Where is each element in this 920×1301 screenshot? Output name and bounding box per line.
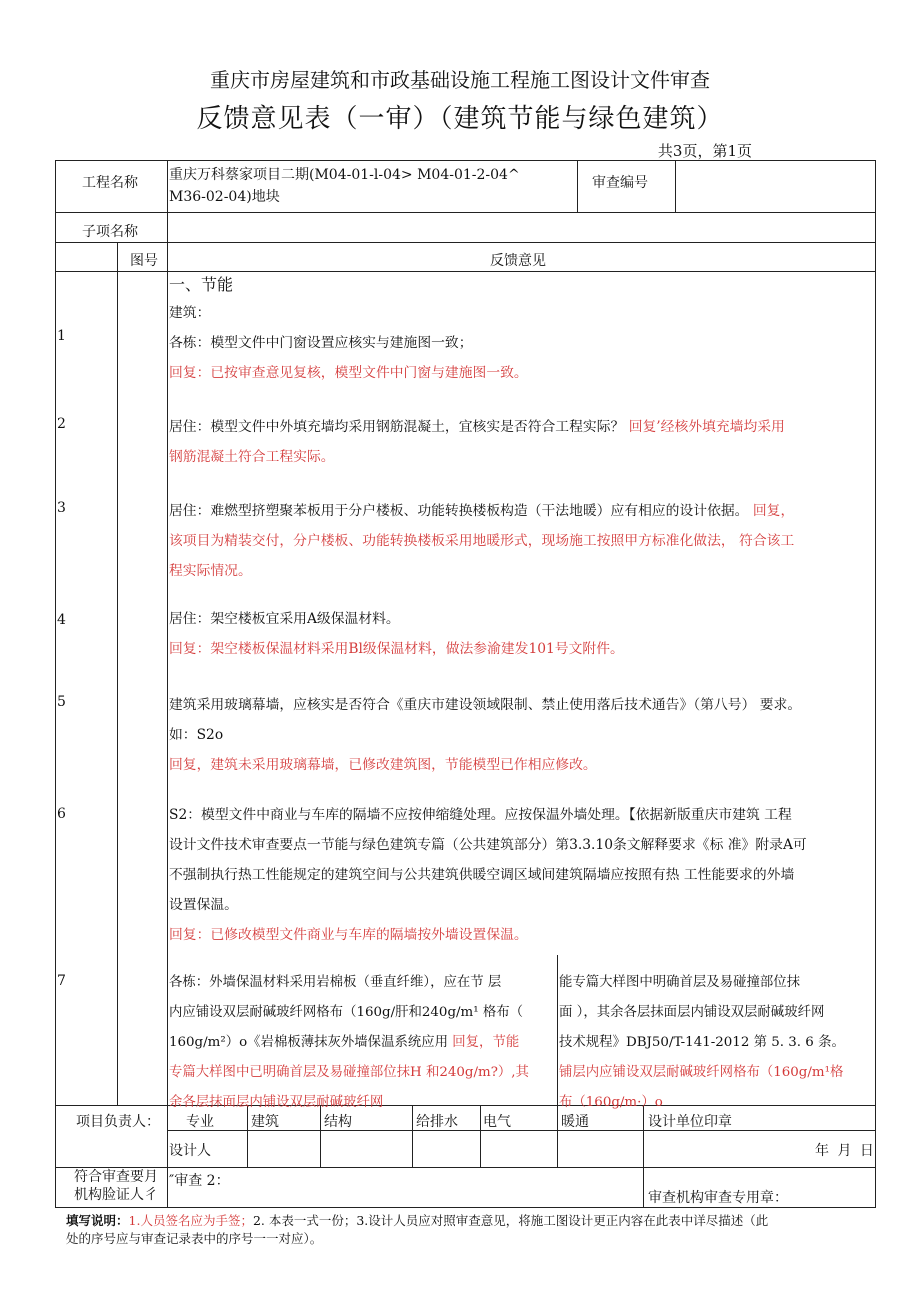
feedback-item-3 xyxy=(169,496,875,586)
reply-line: 铺层内应铺设双层耐碱玻纤网格布（160g/m¹格 xyxy=(559,1065,844,1080)
form-title: 反馈意见表（一审）（建筑节能与绿色建筑） xyxy=(196,104,724,134)
reply-line: 该项目为精装交付，分户楼板、功能转换楼板采用地暖形式，现场施工按照甲方标准化做法， 符合该工 xyxy=(169,533,795,549)
verification-label: 符合审查要月 机构脸证人彳 xyxy=(74,1169,158,1203)
reply-line: 回复’经核外填充墙均采用 xyxy=(628,419,785,435)
drawing-no-header: 图号 xyxy=(130,253,158,269)
feedback-line: 如：S2o xyxy=(169,727,224,743)
reply-line: 回复， xyxy=(752,503,795,519)
feedback-item-6 xyxy=(169,800,875,950)
feedback-item-7-right xyxy=(559,968,875,1118)
feedback-line: 各栋：模型文件中门窗设置应核实与建施图一致； xyxy=(169,335,473,351)
feedback-line: 设置保温。 xyxy=(169,897,238,913)
specialty-electrical: 电气 xyxy=(483,1114,511,1130)
feedback-line: 160g/m²）o《岩棉板薄抹灰外墙保温系统应用 xyxy=(169,1035,453,1050)
item-number: 2 xyxy=(57,416,66,432)
feedback-line: 能专篇大样图中明确首层及易碰撞部位抹 xyxy=(559,975,801,990)
feedback-item-1 xyxy=(169,298,875,388)
feedback-line: 居住：模型文件中外填充墙均采用钢筋混凝土，宜核实是否符合工程实际？ xyxy=(169,419,629,435)
footnote-text: 2. 本表一式一份；3.设计人员应对照审查意见，将施工图设计更正内容在此表中详尽描述（此 xyxy=(252,1213,769,1228)
reply-line: 钢筋混凝土符合工程实际。 xyxy=(169,449,335,465)
specialty-plumbing: 给排水 xyxy=(416,1114,458,1130)
feedback-item-5 xyxy=(169,690,875,780)
feedback-line: 居住：难燃型挤塑聚苯板用于分户楼板、功能转换楼板构造（干法地暖）应有相应的设计依据。 xyxy=(169,503,753,519)
reply-line: 回复：已按审查意见复核，模型文件中门窗与建施图一致。 xyxy=(169,365,528,381)
design-seal-label: 设计单位印章 xyxy=(648,1114,732,1130)
specialty-architecture: 建筑 xyxy=(251,1114,279,1130)
review-no-label: 审查编号 xyxy=(592,175,648,191)
document-title: 重庆市房屋建筑和市政基础设施工程施工图设计文件审查 xyxy=(210,68,710,92)
feedback-line: 居住：架空楼板宜采用A级保温材料。 xyxy=(169,611,400,627)
item-number: 6 xyxy=(57,806,66,822)
subitem-label: 子项名称 xyxy=(82,224,138,240)
item-number: 7 xyxy=(57,973,66,989)
feedback-item-4 xyxy=(169,604,875,664)
section-title: 一、节能 xyxy=(169,275,234,294)
feedback-item-2 xyxy=(169,412,875,472)
feedback-line: S2：模型文件中商业与车库的隔墙不应按伸缩缝处理。应按保温外墙处理。【依据新版重庆市建筑 工程 xyxy=(169,807,792,823)
specialty-structure: 结构 xyxy=(324,1114,352,1130)
feedback-line: 各栋：外墙保温材料采用岩棉板（垂直纤维），应在节 层 xyxy=(169,975,502,990)
reply-line: 专篇大样图中已明确首层及易碰撞部位抹H 和240g/m?）,其 xyxy=(169,1065,529,1080)
page-info: 共3页，第1页 xyxy=(657,142,752,160)
designer-label: 设计人 xyxy=(169,1143,211,1159)
date-label: 年 月 日 xyxy=(815,1143,874,1159)
feedback-line: 技术规程》DBJ50/T-141-2012 第 5. 3. 6 条。 xyxy=(559,1035,845,1050)
footnote-label: 填写说明： xyxy=(66,1213,129,1228)
footnote-signature-rule: 1.人员签名应为手签； xyxy=(128,1213,253,1228)
footnote-text: 处的序号应与审查记录表中的序号一一对应）。 xyxy=(66,1231,323,1246)
reply-line: 回复，建筑未采用玻璃幕墙，已修改建筑图，节能模型已作相应修改。 xyxy=(169,757,597,773)
reply-line: 回复：已修改模型文件商业与车库的隔墙按外墙设置保温。 xyxy=(169,927,528,943)
item-number: 5 xyxy=(57,694,66,710)
feedback-line: 不强制执行热工性能规定的建筑空间与公共建筑供暖空调区域间建筑隔墙应按照有热 工性能要求的外墙 xyxy=(169,867,795,883)
item-number: 1 xyxy=(57,328,66,344)
feedback-line: 面 ），其余各层抹面层内铺设双层耐碱玻纤网 xyxy=(559,1005,825,1020)
reply-line: 余各层抹面层内铺设双层耐碱玻纤网 xyxy=(169,1095,384,1110)
project-name-label: 工程名称 xyxy=(82,175,138,191)
feedback-line: 内应铺设双层耐碱玻纤网格布（160g/肝和240g/m¹ 格布（ xyxy=(169,1005,524,1020)
feedback-header: 反馈意见 xyxy=(490,253,546,269)
item-number: 4 xyxy=(57,612,66,628)
feedback-line: 建筑： xyxy=(169,305,211,321)
review-seal-label: 审查机构审查专用章： xyxy=(648,1190,788,1206)
item-number: 3 xyxy=(57,500,66,516)
feedback-line: 设计文件技术审查要点一节能与绿色建筑专篇（公共建筑部分）第3.3.10条文解释要求《标 准》附录A可 xyxy=(169,837,807,853)
feedback-item-7-left xyxy=(169,968,555,1118)
reviewer-label: ″审查 2： xyxy=(169,1173,230,1189)
reply-line: 回复，节能 xyxy=(452,1035,520,1050)
footnote xyxy=(66,1212,768,1248)
feedback-line: 建筑采用玻璃幕墙，应核实是否符合《重庆市建设领域限制、禁止使用落后技术通告》（第八号） 要求。 xyxy=(169,697,802,713)
project-leader-label: 项目负责人： xyxy=(76,1114,160,1130)
reply-line: 布（160g/m·）o xyxy=(559,1095,663,1110)
specialty-hvac: 暖通 xyxy=(561,1114,589,1130)
reply-line: 回复：架空楼板保温材料采用Bl级保温材料，做法参渝建发101号文附件。 xyxy=(169,641,624,657)
reply-line: 程实际情况。 xyxy=(169,563,252,579)
specialty-label: 专业 xyxy=(186,1114,214,1130)
project-name-value: 重庆万科蔡家项目二期(M04-01-l-04> M04-01-2-04^ M36-02-04)地块 xyxy=(169,167,520,205)
